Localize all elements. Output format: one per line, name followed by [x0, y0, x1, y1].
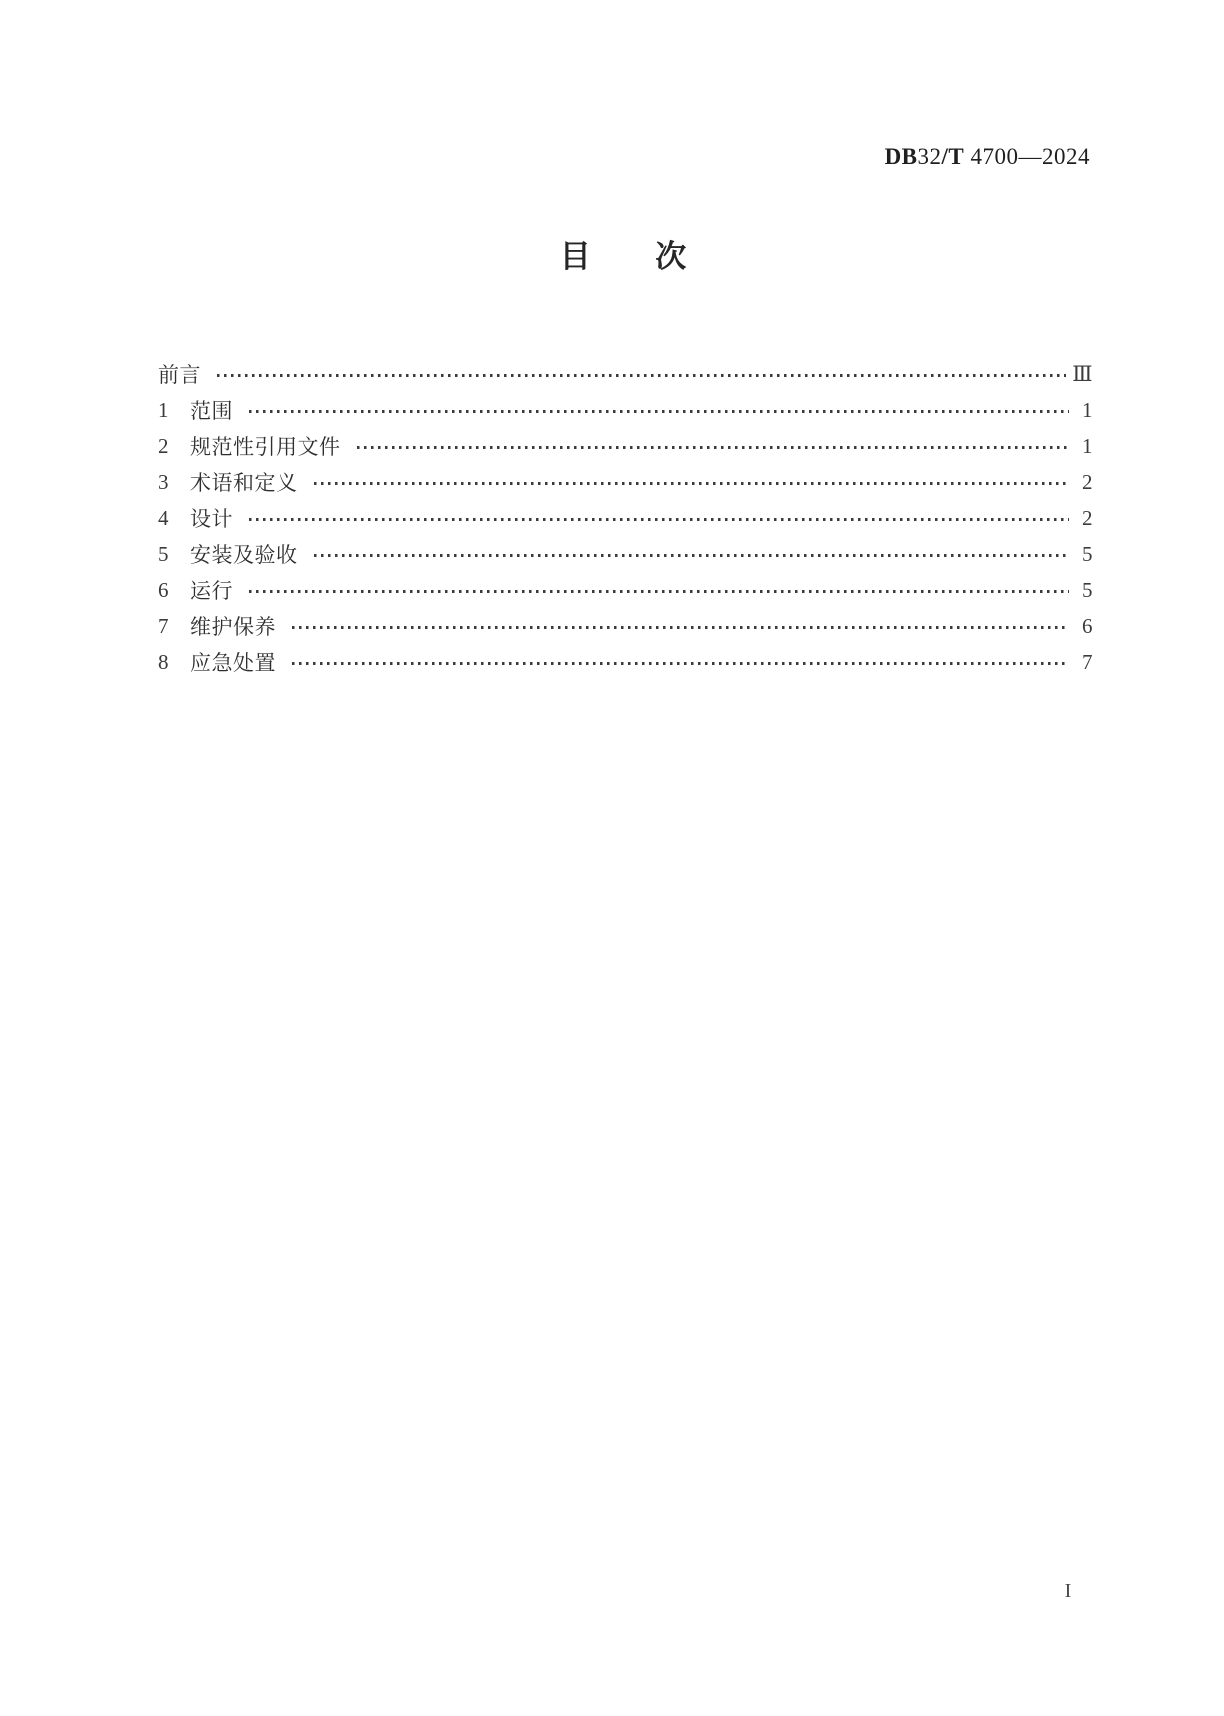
toc-leader-dots: [357, 446, 1070, 449]
toc-entry-title: 应急处置: [190, 651, 276, 675]
toc-leader-dots: [292, 662, 1069, 665]
toc-entry-number: 3: [158, 469, 169, 494]
toc-entry-page: 2: [1082, 505, 1093, 530]
toc-row: [158, 536, 1093, 572]
toc-entry-page: 7: [1082, 649, 1093, 674]
toc-list: [158, 356, 1093, 680]
toc-row: [158, 392, 1093, 428]
toc-row: [158, 428, 1093, 464]
toc-entry-title: 设计: [190, 507, 233, 531]
toc-row: [158, 500, 1093, 536]
toc-entry-title: 范围: [190, 399, 233, 423]
standard-code-region: 32: [917, 144, 942, 169]
page-title: 目 次: [559, 239, 689, 274]
toc-entry-title: 维护保养: [190, 615, 276, 639]
toc-entry-title: 规范性引用文件: [190, 435, 341, 459]
toc-entry-page: 5: [1082, 577, 1093, 602]
toc-entry-title: 安装及验收: [190, 543, 298, 567]
toc-leader-dots: [292, 626, 1069, 629]
toc-entry-number: 8: [158, 649, 169, 674]
toc-row: [158, 644, 1093, 680]
toc-entry-number: 4: [158, 505, 169, 530]
toc-entry-page: 2: [1082, 469, 1093, 494]
toc-entry-page: Ⅲ: [1072, 361, 1093, 386]
toc-entry-page: 1: [1082, 433, 1093, 458]
toc-leader-dots: [314, 482, 1070, 485]
toc-row: [158, 356, 1093, 392]
toc-row: [158, 572, 1093, 608]
toc-leader-dots: [249, 410, 1069, 413]
toc-row: [158, 464, 1093, 500]
toc-entry-page: 1: [1082, 397, 1093, 422]
toc-leader-dots: [217, 374, 1066, 377]
toc-entry-number: 7: [158, 613, 169, 638]
toc-leader-dots: [249, 518, 1069, 521]
standard-code-number: 4700—2024: [964, 144, 1090, 169]
toc-entry-number: 2: [158, 433, 169, 458]
toc-leader-dots: [314, 554, 1070, 557]
toc-leader-dots: [249, 590, 1069, 593]
toc-entry-title: 术语和定义: [190, 471, 298, 495]
toc-entry-page: 5: [1082, 541, 1093, 566]
toc-entry-number: 6: [158, 577, 169, 602]
standard-code-type: /T: [941, 144, 965, 169]
standard-code: [885, 144, 1090, 170]
toc-entry-title: 前言: [158, 363, 201, 387]
standard-code-prefix: DB: [884, 144, 918, 169]
toc-entry-title: 运行: [190, 579, 233, 603]
toc-entry-number: 1: [158, 397, 169, 422]
footer-page-number: I: [1064, 1580, 1072, 1602]
toc-entry-number: 5: [158, 541, 169, 566]
toc-row: [158, 608, 1093, 644]
toc-entry-page: 6: [1082, 613, 1093, 638]
